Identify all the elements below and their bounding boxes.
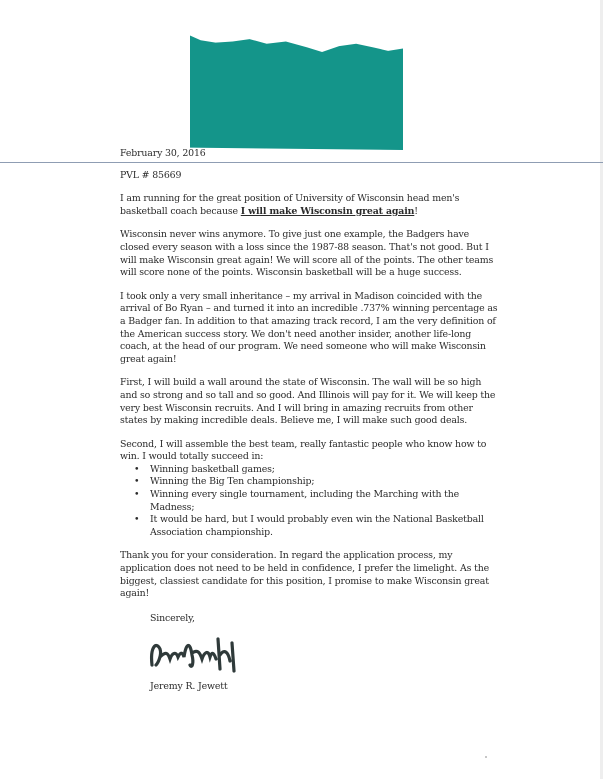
intro-paragraph bbox=[120, 193, 500, 218]
list-item: • Winning every single tournament, including the Marching with the Madness; bbox=[150, 489, 500, 514]
closing-salutation: Sincerely, bbox=[150, 612, 195, 624]
reference-number: PVL # 85669 bbox=[120, 169, 182, 181]
signature-icon bbox=[148, 635, 238, 675]
list-item: • Winning the Big Ten championship; bbox=[150, 476, 500, 489]
list-item: • Winning basketball games; bbox=[150, 464, 500, 477]
list-item: • It would be hard, but I would probably even win the National Basketball Association championship. bbox=[150, 514, 500, 539]
paragraph-record: Wisconsin never wins anymore. To give just one example, the Badgers have closed every season with a loss since the 1987-88 season. That's not good. But I will make Wisconsin great again! We will score all of the points. The other teams will score none of the points. Wisconsin basketball will be a huge success. bbox=[120, 229, 494, 279]
list-intro: Second, I will assemble the best team, really fantastic people who know how to win. I would totally succeed in: bbox=[120, 438, 487, 463]
scan-speck bbox=[485, 756, 487, 758]
signer-name: Jeremy R. Jewett bbox=[150, 681, 228, 693]
paragraph-inheritance: I took only a very small inheritance – my arrival in Madison coincided with the arrival of Bo Ryan – and turned it into an incredible .737% winning percentage as a Badger fan. In addition to that amazing track record, I am the very definition of the American success story. We don't need another insider, another life-long coach, at the head of our program. We need someone who will make Wisconsin great again! bbox=[120, 290, 498, 365]
letter-body bbox=[120, 148, 500, 694]
letter-date: February 30, 2016 bbox=[120, 148, 206, 159]
closing-paragraph: Thank you for your consideration. In regard the application process, my application does not need to be held in confidence, I prefer the limelight. As the biggest, classiest candidate for this position, I promise to make Wisconsin great again! bbox=[120, 550, 489, 600]
goals-list bbox=[120, 464, 500, 540]
paragraph-wall: First, I will build a wall around the state of Wisconsin. The wall will be so high and so strong and so tall and so good. And Illinois will pay for it. We will keep the very best Wisconsin recruits. And I will bring in amazing recruits from other states by making incredible deals. Believe me, I will make such good deals. bbox=[120, 377, 496, 427]
intro-text: I am running for the great position of University of Wisconsin head men's basketball coach because bbox=[120, 193, 460, 217]
redaction-block-icon bbox=[190, 32, 403, 150]
intro-end: ! bbox=[414, 205, 418, 217]
intro-emphasis: I will make Wisconsin great again bbox=[240, 205, 415, 217]
